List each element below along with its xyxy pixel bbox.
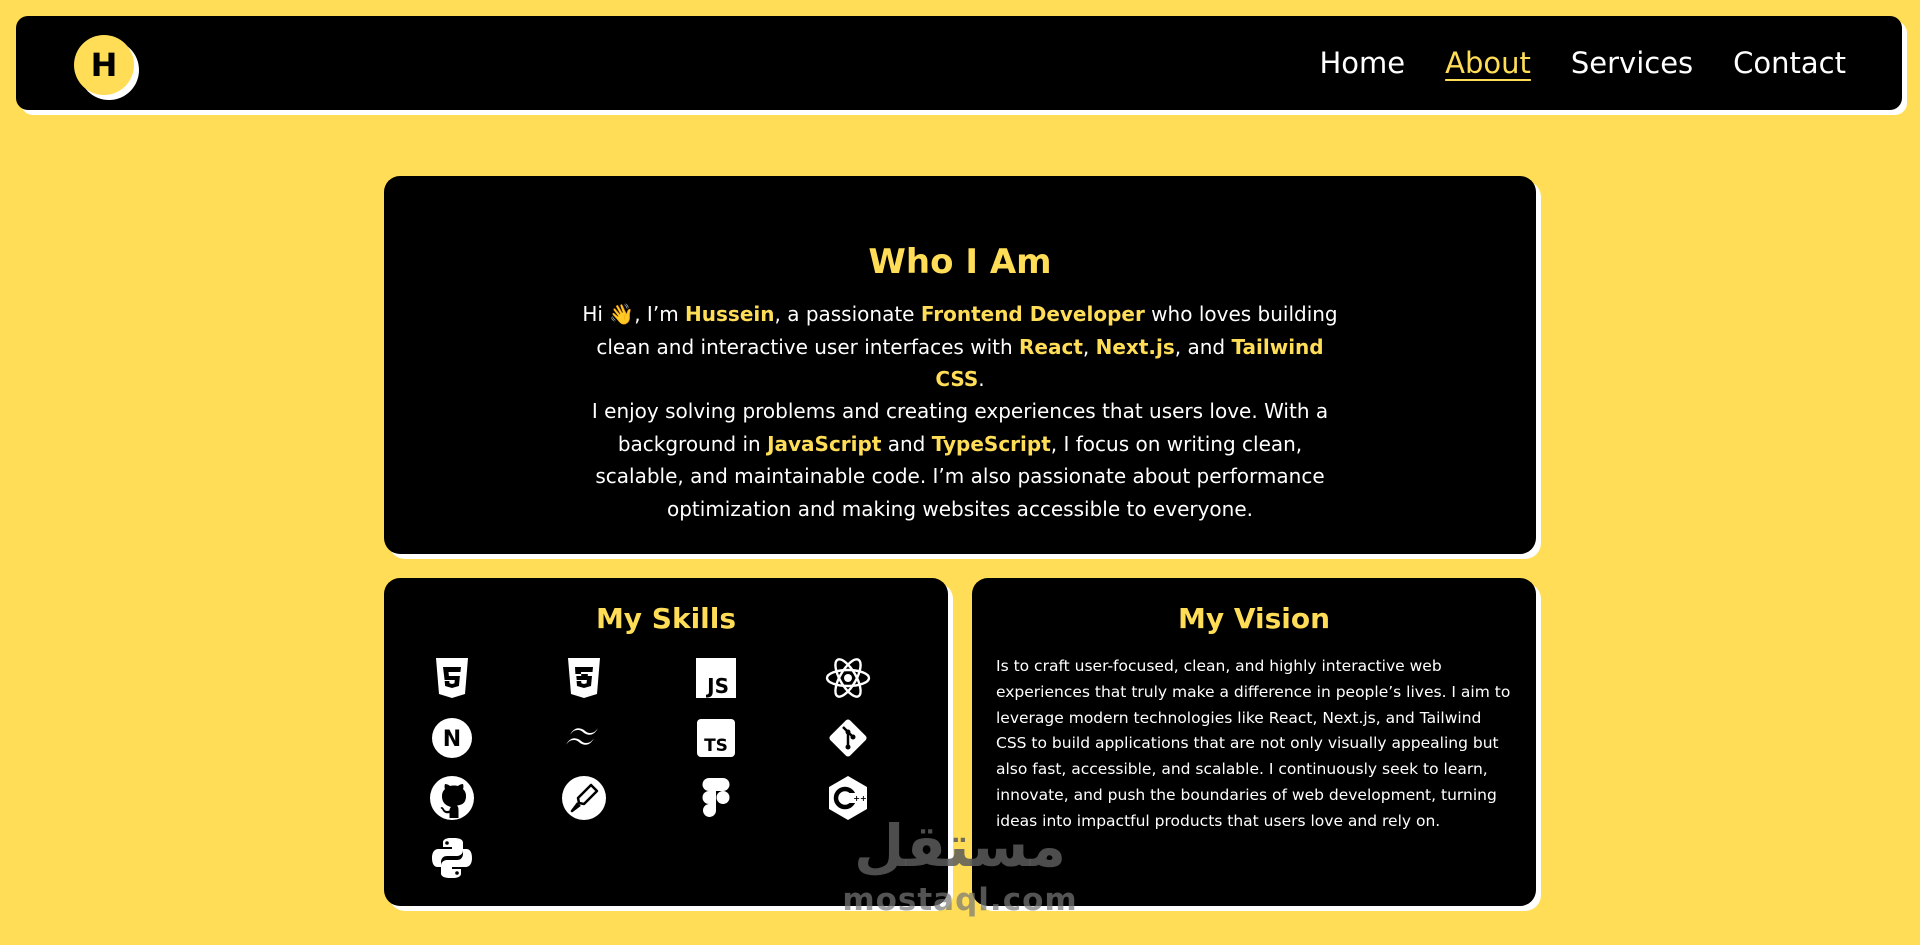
figma-icon [692, 774, 740, 822]
text-segment: and [881, 431, 932, 456]
skills-title: My Skills [595, 602, 737, 635]
text-segment: , [1082, 334, 1096, 359]
nextjs-icon-label: N [442, 727, 462, 752]
nav-link-home[interactable]: Home [1319, 46, 1406, 80]
text-segment: , I’m [634, 302, 686, 326]
watermark-latin: mostaql.com [842, 882, 1078, 918]
logo-letter: H [90, 46, 118, 84]
nextjs-icon [428, 714, 476, 762]
react-icon [824, 654, 872, 702]
python-icon [428, 834, 476, 882]
watermark-arabic: مستقل [853, 812, 1067, 880]
nav-link-about[interactable]: About [1445, 46, 1531, 80]
highlight-javascript: JavaScript [767, 431, 882, 456]
logo[interactable] [74, 35, 134, 95]
html5-icon [428, 654, 476, 702]
tailwind-icon [560, 714, 608, 762]
about-title: Who I Am [868, 242, 1052, 282]
nav-link-contact[interactable]: Contact [1733, 46, 1846, 80]
text-segment: , a passionate [774, 302, 921, 326]
highlight-typescript: TypeScript [931, 431, 1051, 456]
css3-icon [560, 654, 608, 702]
javascript-icon [692, 654, 740, 702]
text-segment: who loves building clean and interactive user interfaces with [596, 302, 1338, 359]
text-segment: I enjoy solving problems and creating experiences that users love. With a background in [591, 399, 1329, 456]
typescript-icon [692, 714, 740, 762]
git-icon [824, 714, 872, 762]
text-segment: , and [1174, 334, 1232, 359]
about-intro-paragraph [574, 298, 1346, 396]
svg-text:++: ++ [853, 794, 867, 803]
cplusplus-icon [824, 774, 872, 822]
postman-icon [560, 774, 608, 822]
vision-title: My Vision [1177, 602, 1331, 635]
about-card [384, 176, 1536, 554]
vision-card [972, 578, 1536, 906]
navbar [16, 16, 1902, 110]
vision-text: Is to craft user-focused, clean, and highly interactive web experiences that truly make a difference in people’s lives. I aim to leverage modern technologies like React, Next.js, and Tailwind CSS to build applications that are not only visually appealing but also fast, accessible, and scalable. I continuously seek to learn, innovate, and push the boundaries of web development, turning ideas into impactful products that users love and rely on. [996, 657, 1511, 830]
highlight-nextjs: Next.js [1095, 334, 1175, 359]
nav-link-services[interactable]: Services [1570, 46, 1694, 80]
highlight-react: React [1019, 334, 1083, 359]
highlight-name: Hussein [685, 302, 775, 326]
about-background-paragraph [574, 395, 1346, 525]
skills-card [384, 578, 948, 906]
nav-links [1319, 46, 1846, 80]
text-segment: . [978, 367, 985, 391]
text-hi: Hi [582, 302, 610, 326]
github-icon [428, 774, 476, 822]
highlight-tailwind: Tailwind CSS [935, 334, 1324, 391]
javascript-icon-label: JS [707, 674, 729, 698]
wave-emoji-icon: 👋 [609, 302, 635, 326]
highlight-role: Frontend Developer [920, 302, 1145, 326]
typescript-icon-label: TS [704, 736, 728, 756]
text-segment: , I focus on writing clean, scalable, and maintainable code. I’m also passionate about performance optimization and making websites accessible to everyone. [595, 431, 1325, 521]
